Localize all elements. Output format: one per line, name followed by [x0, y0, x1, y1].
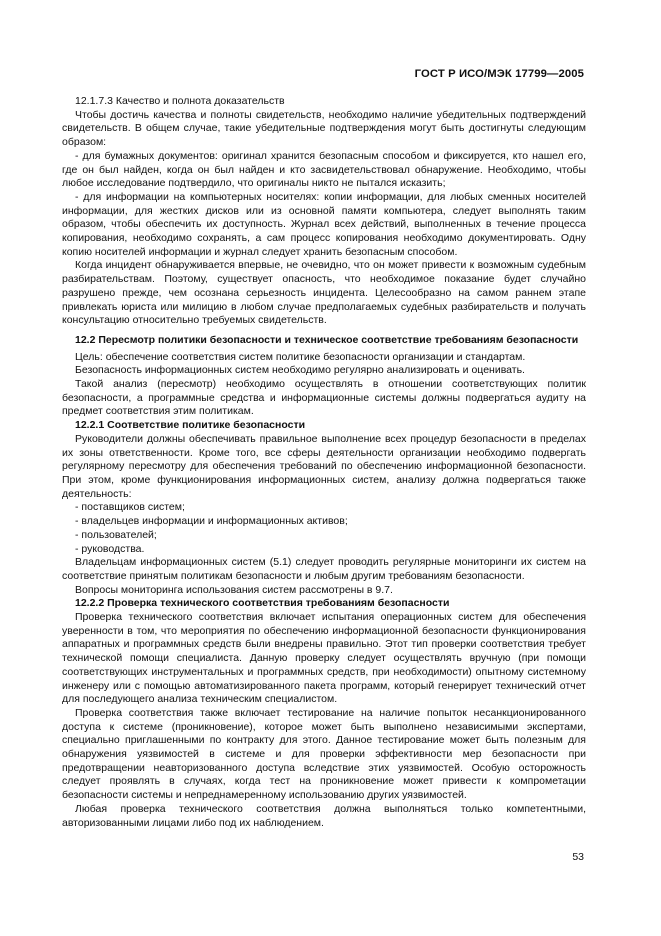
list-item: - руководства.	[75, 542, 145, 555]
section-heading: 12.2 Пересмотр политики безопасности и техническое соответствие требованиям безопасности	[75, 333, 579, 346]
subsection-heading: 12.2.1 Соответствие политике безопасности	[75, 419, 306, 432]
page-number: 53	[572, 851, 584, 863]
paragraph: Владельцам информационных систем (5.1) следует проводить регулярные мониторинги их систем на соответствие принятым политикам безопасности и любым другим требованиям безопасности.	[62, 556, 586, 582]
list-item: - поставщиков систем;	[75, 501, 185, 514]
list-item: - для информации на компьютерных носителях: копии информации, для любых сменных носителей информации, для жестких дисков или из основной памяти компьютера, следует выполнять таким образом, чтобы обеспечить их доступность. Журнал всех действий, выполненных в течение процесса копирования, необходимо сохранять, а сам процесс копирования необходимо документировать. Одну копию носителей информации и журнал следует хранить безопасным способом.	[62, 190, 586, 258]
list-item: - для бумажных документов: оригинал хранится безопасным способом и фиксируется, кто нашел его, где он был найден, когда он был найден и кто засвидетельствовал обнаружение. Необходимо, чтобы любое исследование подтвердило, что оригиналы никто не пытался исказить;	[62, 149, 586, 190]
paragraph: Проверка технического соответствия включает испытания операционных систем для обеспечения уверенности в том, что мероприятия по обеспечению информационной безопасности функционирования аппаратных и программных средств были внедрены правильно. Этот тип проверки соответствия требует технической помощи специалиста. Данную проверку следует осуществлять вручную (при помощи соответствующих инструментальных и программных средств, при необходимости) опытному системному инженеру или с помощью автоматизированного пакета программ, который генерирует технический отчет для последующего анализа техническим специалистом.	[62, 611, 586, 706]
paragraph: Безопасность информационных систем необходимо регулярно анализировать и оценивать.	[75, 364, 525, 377]
paragraph: Проверка соответствия также включает тестирование на наличие попыток несанкционированного доступа к системе (проникновение), которое может быть выполнено независимыми экспертами, специально приглашенными по контракту для этого. Данное тестирование может быть полезным для обнаружения уязвимостей в системе и для проверки эффективности мер безопасности при предотвращении неавторизованного доступа вследствие этих уязвимостей. Особую осторожность следует проявлять в случаях, когда тест на проникновение может привести к компрометации безопасности системы и непреднамеренному использованию других уязвимостей.	[62, 706, 586, 802]
paragraph: Руководители должны обеспечивать правильное выполнение всех процедур безопасности в пределах их зоны ответственности. Кроме того, все сферы деятельности организации необходимо подвергать регулярному пересмотру для обеспечения требований по обеспечению информационной безопасности. При этом, кроме функционирования информационных систем, анализу должна подвергаться также деятельность:	[62, 432, 586, 500]
page-header: ГОСТ Р ИСО/МЭК 17799—2005	[414, 68, 584, 80]
list-item: - владельцев информации и информационных активов;	[75, 515, 348, 528]
paragraph: Цель: обеспечение соответствия систем политике безопасности организации и стандартам.	[75, 350, 526, 363]
paragraph: Когда инцидент обнаруживается впервые, не очевидно, что он может привести к возможным судебным разбирательствам. Поэтому, существует опасность, что необходимое показание будет случайно разрушено прежде, чем осознана серьезность инцидента. Целесообразно на самом раннем этапе привлекать юриста или милицию в любом случае предполагаемых судебных разбирательств и получать консультацию относительно требуемых свидетельств.	[62, 259, 586, 327]
document-body	[62, 95, 586, 830]
subsection-heading: 12.1.7.3 Качество и полнота доказательств	[75, 95, 285, 107]
paragraph: Вопросы мониторинга использования систем рассмотрены в 9.7.	[75, 583, 393, 596]
paragraph: Любая проверка технического соответствия должна выполняться только компетентными, авторизованными лицами либо под их наблюдением.	[62, 802, 586, 829]
paragraph: Чтобы достичь качества и полноты свидетельств, необходимо наличие убедительных подтверждений свидетельств. В общем случае, такие убедительные подтверждения могут быть достигнуты следующим образом:	[62, 108, 586, 149]
paragraph: Такой анализ (пересмотр) необходимо осуществлять в отношении соответствующих политик безопасности, а программные средства и информационные системы должны подвергаться аудиту на предмет соответствия этим политикам.	[62, 378, 586, 418]
list-item: - пользователей;	[75, 528, 157, 541]
subsection-heading: 12.2.2 Проверка технического соответствия требованиям безопасности	[75, 597, 450, 610]
